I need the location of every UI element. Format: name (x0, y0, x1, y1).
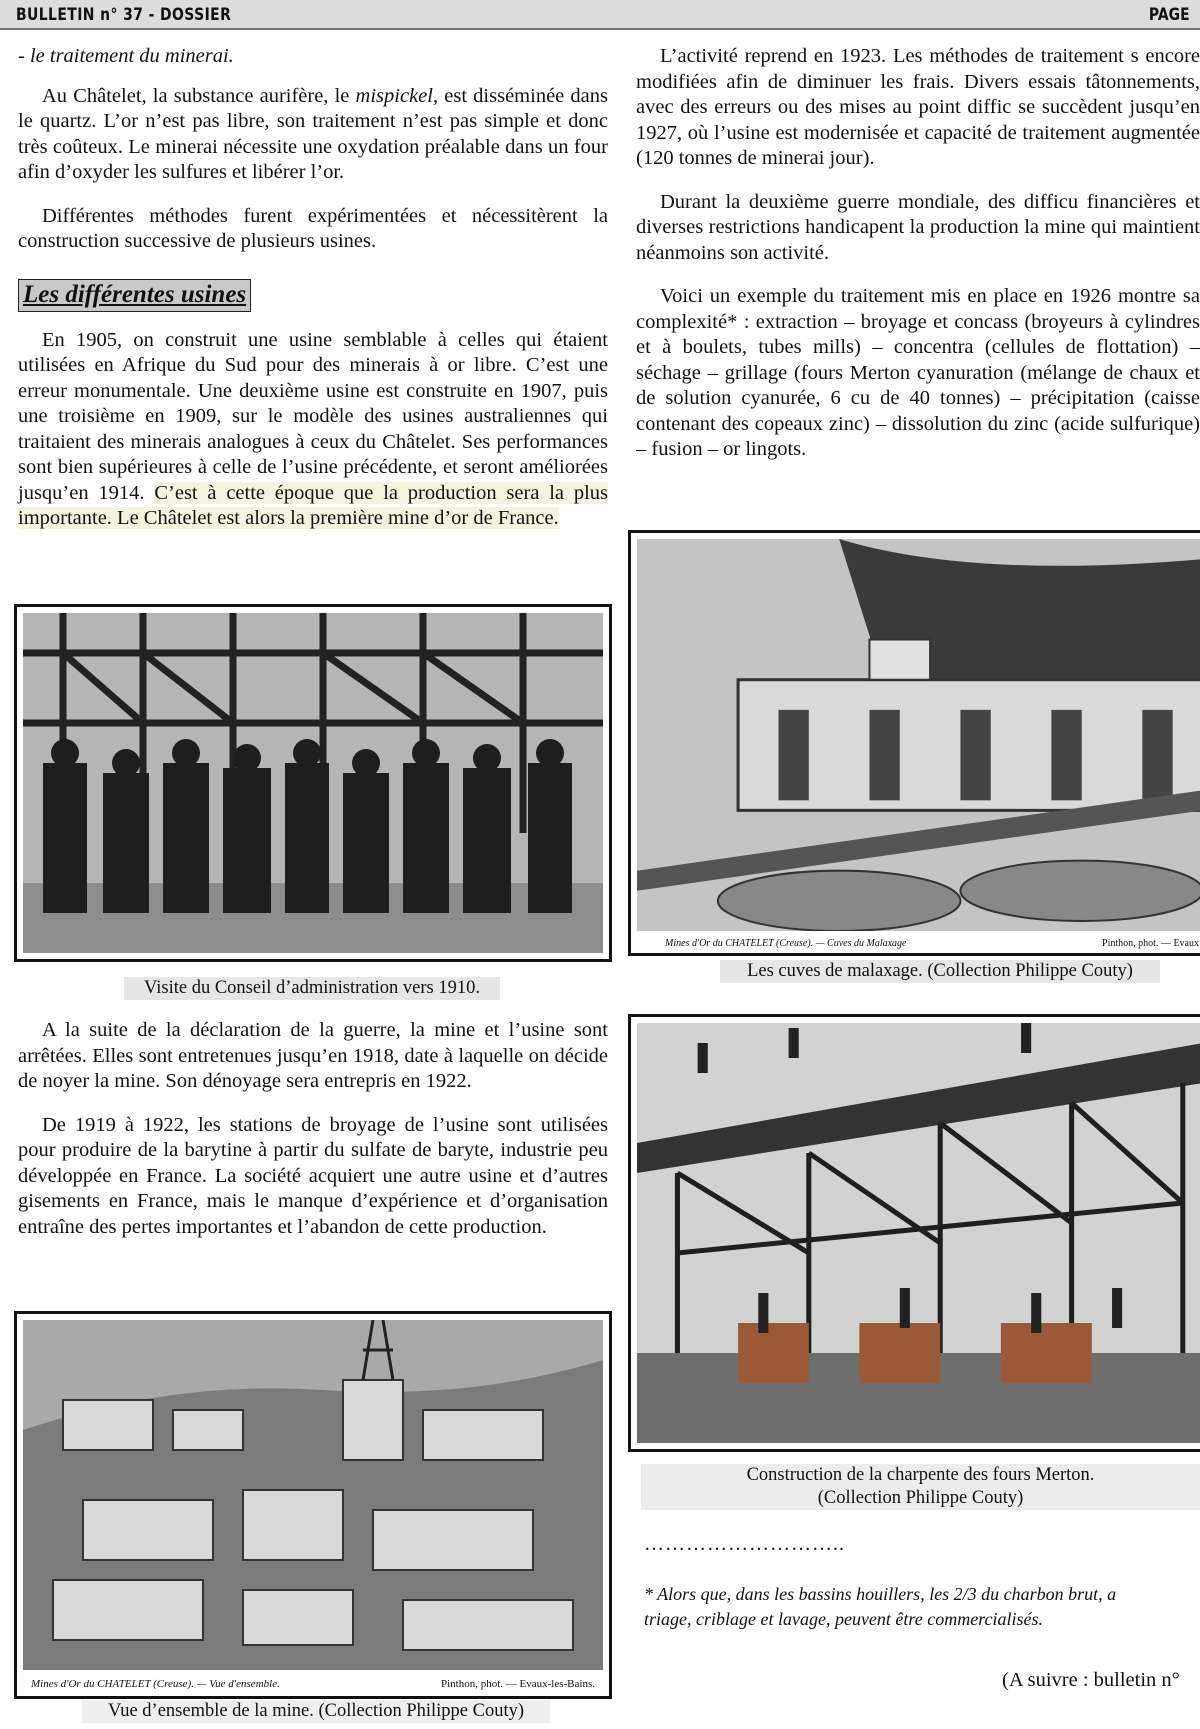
separator-dots: ……………………….. (644, 1533, 845, 1555)
roof-frame-illustration (637, 1023, 1200, 1443)
page-label: PAGE (1149, 5, 1190, 25)
paragraph-1923: L’activité reprend en 1923. Les méthodes de traitement s encore modifiées afin de diminuer les frais. Divers essais tâtonnements, avec des erreurs ou des mises au point diffic se succèdent jusqu’en 1927, où l’usine est modernisée et capacité de traitement augmentée (120 tonnes de minerai jour). (636, 45, 1200, 169)
left-column (18, 44, 608, 532)
scaffold-illustration (23, 613, 603, 953)
footnote (644, 1582, 1200, 1632)
photo-board-visit (14, 604, 612, 962)
photo-tanks-label-right: Pinthon, phot. — Evaux (1102, 938, 1199, 949)
paragraph-methods: Différentes méthodes furent expérimentées et nécessitèrent la construction successive de plusieurs usines. (18, 204, 608, 252)
caption-merton-line2: (Collection Philippe Couty) (817, 1488, 1024, 1508)
intro-item: - le traitement du minerai. (18, 45, 234, 67)
footnote-line2: triage, criblage et lavage, peuvent être commercialisés. (644, 1609, 1044, 1629)
continued-note: (A suivre : bulletin n° (1002, 1669, 1180, 1691)
photo-overview-label-left: Mines d'Or du CHATELET (Creuse). — Vue d'ensemble. (31, 1678, 280, 1690)
caption-board-visit: Visite du Conseil d’administration vers 1910. (124, 977, 500, 1000)
paragraph-mispickel: Au Châtelet, la substance aurifère, le mispickel, est disséminée dans le quartz. L’or n’est pas libre, son traitement n’est pas simple et donc très coûteux. Le minerai nécessite une oxydation préalable dans un four afin d’oxyder les sulfures et libérer l’or. (18, 84, 608, 183)
paragraph-war: A la suite de la déclaration de la guerre, la mine et l’usine sont arrêtées. Elles sont entretenues jusqu’en 1918, date à laquelle on décide de noyer la mine. Son dénoyage sera entrepris en 1922. (18, 1019, 608, 1092)
left-column-lower (18, 1018, 608, 1240)
caption-mixing-tanks: Les cuves de malaxage. (Collection Philippe Couty) (720, 960, 1160, 983)
photo-mine-overview (14, 1311, 612, 1699)
photo-tanks-label-left: Mines d'Or du CHATELET (Creuse). — Cuves du Malaxage (665, 938, 907, 949)
caption-merton-furnaces (641, 1464, 1200, 1510)
caption-mine-overview: Vue d’ensemble de la mine. (Collection Philippe Couty) (82, 1700, 550, 1723)
tanks-illustration (637, 539, 1200, 931)
paragraph-usines: En 1905, on construit une usine semblable à celles qui étaient utilisées en Afrique du Sud pour des minerais à or libre. C’est une erreur monumentale. Une deuxième usine est construite en 1907, puis une troisième en 1909, sur le modèle des usines australiennes qui traitaient des minerais analogues à ceux du Châtelet. Ses performances sont bien supérieures à celle de l’usine précédente, et seront améliorées jusqu’en 1914. C’est à cette époque que la production sera la plus importante. Le Châtelet est alors la première mine d’or de France. (18, 328, 609, 529)
paragraph-process: Voici un exemple du traitement mis en place en 1926 montre sa complexité* : extraction – broyage et concass (broyeurs à cylindres et à boulets, tubes mills) – concentra (cellules de flottation) – séchage – grillage (fours Merton cyanuration (mélange de chaux et de solution cyanurée, 6 cu de 40 tonnes) – précipitation (caisse contenant des copeaux zinc) – dissolution du zinc (acide sulfurique) – fusion – or lingots. (636, 285, 1200, 460)
paragraph-ww2: Durant la deuxième guerre mondiale, des difficu financières et diverses restrictions handicapent la production la mine qui maintient néanmoins son activité. (636, 190, 1200, 264)
bulletin-title: BULLETIN n° 37 - DOSSIER (16, 5, 232, 25)
mine-buildings-illustration (23, 1320, 603, 1670)
caption-merton-line1: Construction de la charpente des fours Merton. (746, 1465, 1095, 1485)
footnote-line1: * Alors que, dans les bassins houillers, les 2/3 du charbon brut, a (644, 1584, 1117, 1604)
section-heading: Les différentes usines (18, 279, 251, 312)
right-column (636, 44, 1200, 463)
photo-mixing-tanks (628, 530, 1200, 956)
photo-merton-furnaces (628, 1014, 1200, 1452)
page-header (0, 0, 1200, 30)
photo-overview-label-right: Pinthon, phot. — Evaux-les-Bains. (441, 1678, 595, 1690)
paragraph-barytine: De 1919 à 1922, les stations de broyage de l’usine sont utilisées pour produire de la barytine à partir du sulfate de baryte, industrie peu développée en France. La société acquiert une autre usine et d’autres gisements en France, mais le manque d’expérience et d’organisation entraîne des pertes importantes et l’abandon de cette production. (18, 1113, 608, 1238)
